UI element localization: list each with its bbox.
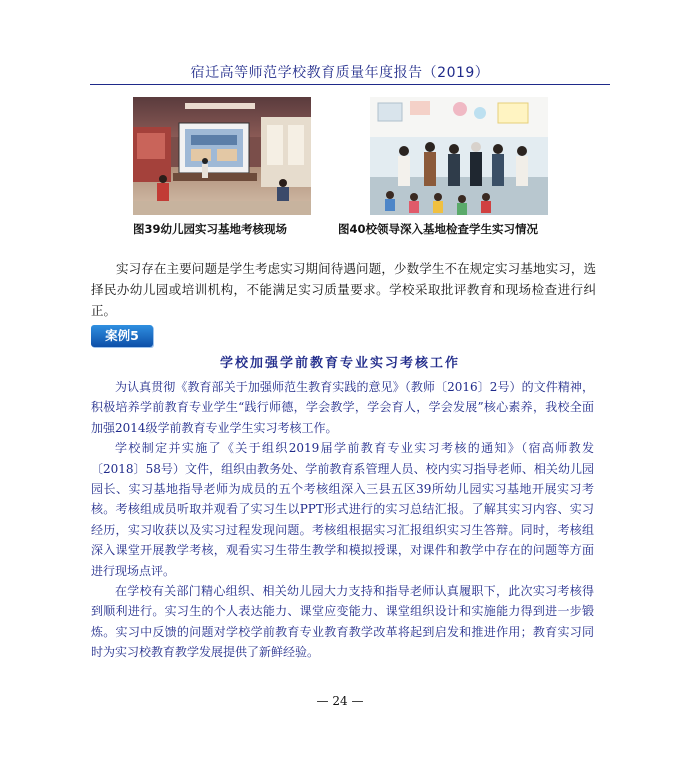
case-paragraph: 在学校有关部门精心组织、相关幼儿园大力支持和指导老师认真履职下，此次实习考核得到顺利进行。实习生的个人表达能力、课堂应变能力、课堂组织设计和实施能力得到进一步锻炼。实习中反馈的问题对学校学前教育专业教育教学改革将起到启发和推进作用；教育实习同时为实习校教育教学发展提供了新鲜经验。 (91, 584, 594, 660)
report-header-title: 宿迁高等师范学校教育质量年度报告（2019） (190, 65, 490, 81)
figure-39-caption: 图39幼儿园实习基地考核现场 (133, 222, 288, 236)
case-title: 学校加强学前教育专业实习考核工作 (219, 356, 460, 371)
case-badge-label: 案例5 (105, 328, 139, 343)
case-paragraph: 学校制定并实施了《关于组织2019届学前教育专业实习考核的通知》（宿高师教发〔2018〕58号）文件，组织由教务处、学前教育系管理人员、校内实习指导老师、相关幼儿园园长、实习基地指导老师为成员的五个考核组深入三县五区39所幼儿园实习基地开展实习考核。考核组成员听取并观看了实习生以PPT形式进行的实习总结汇报。了解其实习内容、实习经历，实习收获以及实习过程发现问题。考核组根据实习汇报组织实习生答辩。同时，考核组深入课堂开展教学考核，观看实习生带生教学和模拟授课，对课件和教学中存在的问题等方面进行现场点评。 (91, 441, 594, 578)
case-body (91, 377, 594, 663)
case-badge (91, 325, 153, 347)
figure-40-photo (370, 97, 548, 215)
figure-40-caption: 图40校领导深入基地检查学生实习情况 (338, 222, 539, 236)
case-paragraph: 为认真贯彻《教育部关于加强师范生教育实践的意见》（教师〔2016〕2号）的文件精神，积极培养学前教育专业学生“践行师德，学会教学，学会育人，学会发展”核心素养，我校全面加强2014级学前教育专业学生实习考核工作。 (91, 380, 594, 435)
header-divider (90, 84, 610, 85)
page-number: — 24 — (316, 694, 364, 708)
figure-39-photo (133, 97, 311, 215)
internship-issues-paragraph: 实习存在主要问题是学生考虑实习期间待遇问题，少数学生不在规定实习基地实习，选择民办幼儿园或培训机构，不能满足实习质量要求。学校采取批评教育和现场检查进行纠正。 (91, 261, 596, 318)
